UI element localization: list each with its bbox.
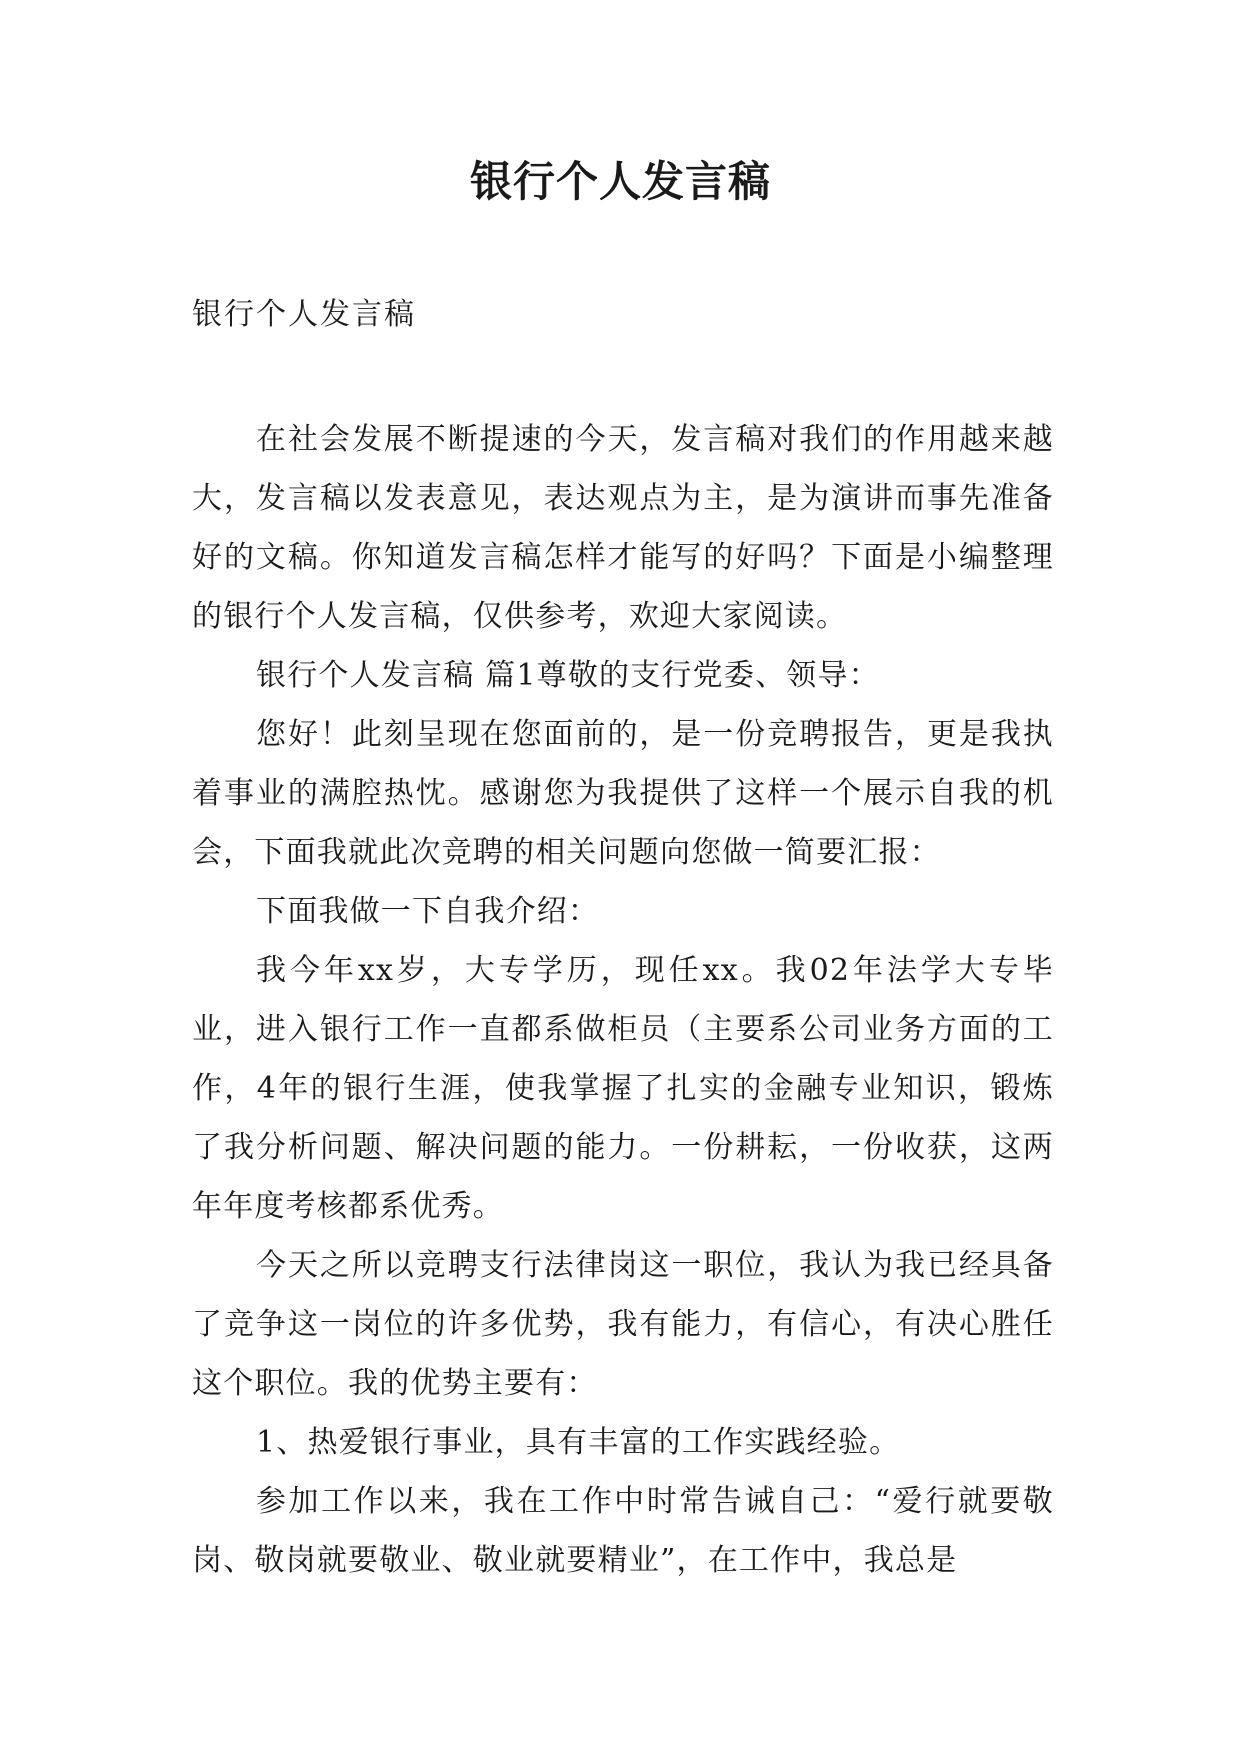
paragraph: 在社会发展不断提速的今天，发言稿对我们的作用越来越大，发言稿以发表意见，表达观点为主，是为演讲而事先准备好的文稿。你知道发言稿怎样才能写的好吗？下面是小编整理的银行个人发言稿，仅供参考，欢迎大家阅读。 — [192, 422, 1054, 634]
paragraph: 下面我做一下自我介绍： — [256, 894, 600, 929]
paragraph: 我今年xx岁，大专学历，现任xx。我02年法学大专毕业，进入银行工作一直都系做柜员（主要系公司业务方面的工作，4年的银行生涯，使我掌握了扎实的金融专业知识，锻炼了我分析问题、解决问题的能力。一份耕耘，一份收获，这两年年度考核都系优秀。 — [192, 953, 1054, 1224]
document-body — [192, 410, 1054, 1590]
document-subtitle: 银行个人发言稿 — [192, 297, 416, 332]
paragraph: 银行个人发言稿 篇1尊敬的支行党委、领导： — [256, 658, 880, 693]
paragraph: 1、热爱银行事业，具有丰富的工作实践经验。 — [256, 1425, 901, 1460]
paragraph: 今天之所以竞聘支行法律岗这一职位，我认为我已经具备了竞争这一岗位的许多优势，我有能力，有信心，有决心胜任这个职位。我的优势主要有： — [192, 1248, 1054, 1401]
paragraph: 参加工作以来，我在工作中时常告诫自己：“爱行就要敬岗、敬岗就要敬业、敬业就要精业”，在工作中，我总是 — [192, 1484, 1054, 1578]
document-title: 银行个人发言稿 — [469, 157, 771, 206]
paragraph: 您好！此刻呈现在您面前的，是一份竞聘报告，更是我执着事业的满腔热忱。感谢您为我提供了这样一个展示自我的机会，下面我就此次竞聘的相关问题向您做一简要汇报： — [192, 717, 1054, 870]
